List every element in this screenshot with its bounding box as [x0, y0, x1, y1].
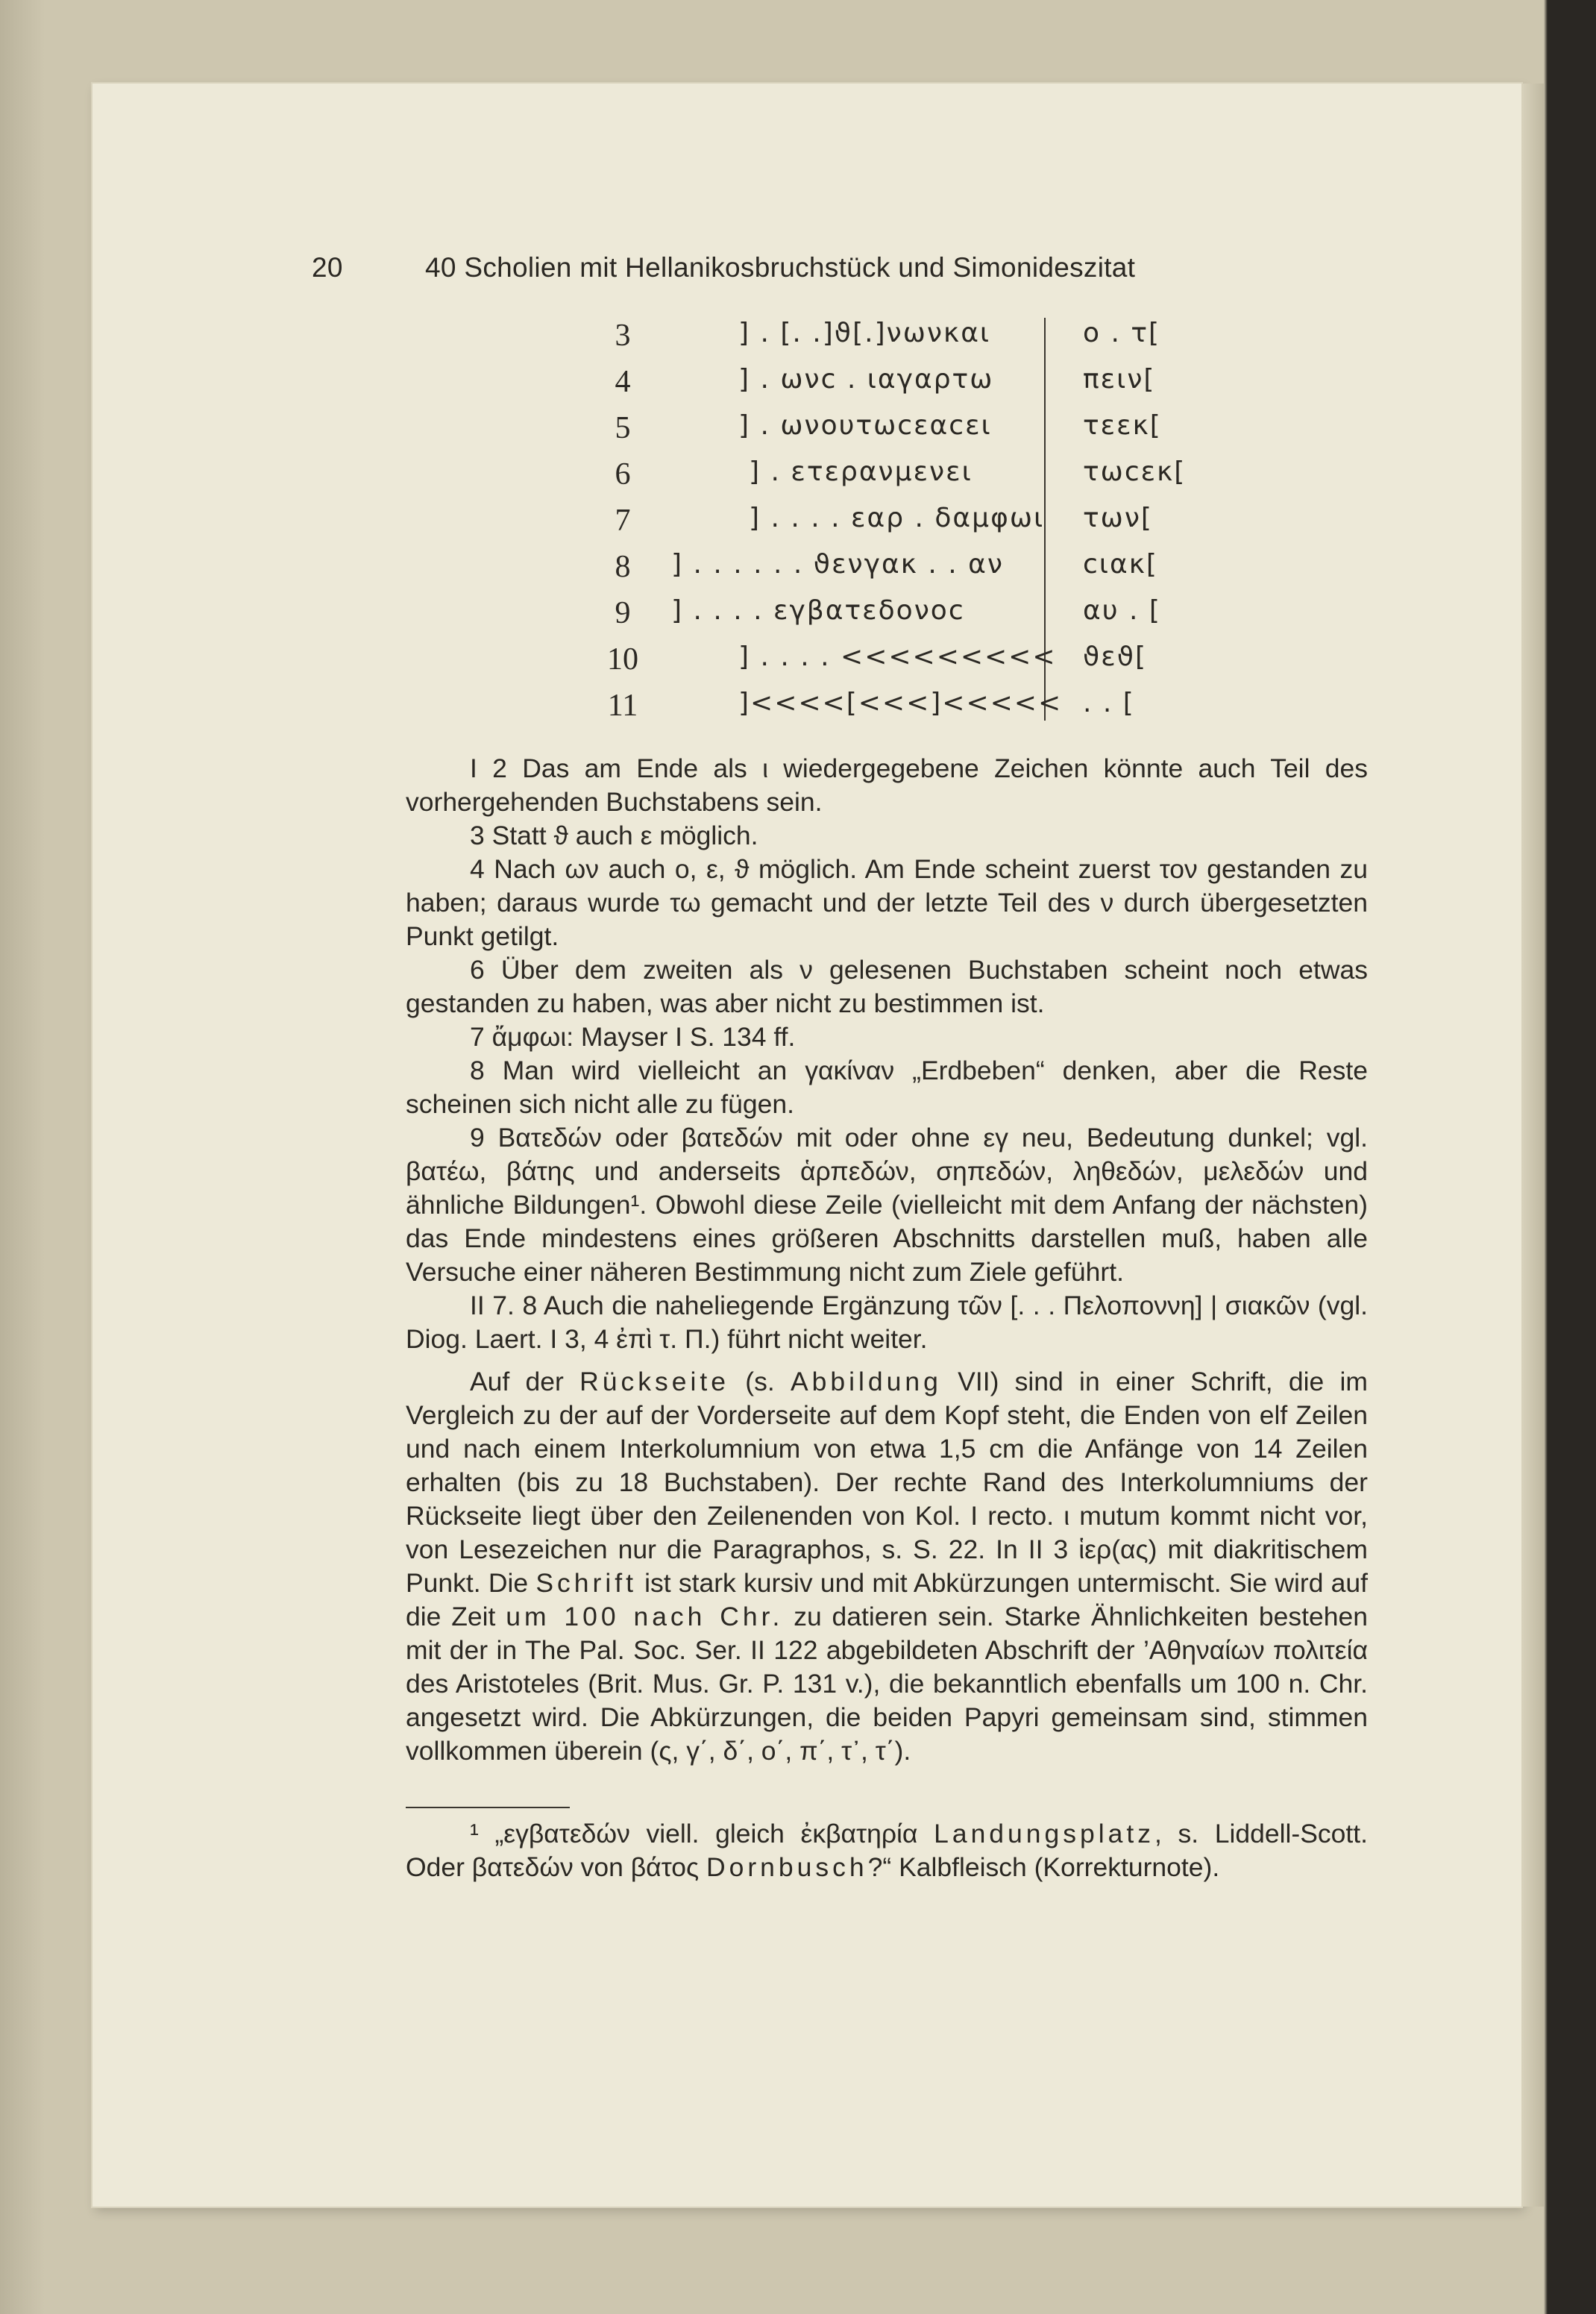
spaced-term: Dornbusch [706, 1852, 868, 1882]
line-number: 6 [615, 457, 631, 492]
page-number: 20 [312, 252, 343, 283]
left-column-text: ] . . . . <<<<<<<<< [738, 642, 1057, 672]
line-number: 7 [615, 504, 631, 538]
footnote [406, 1817, 1368, 1884]
footnote-text [406, 1817, 1368, 1884]
running-title: 40 Scholien mit Hellanikosbruchstück und Simonideszitat [425, 252, 1136, 283]
line-number: 8 [615, 550, 631, 584]
fragment-line [0, 503, 1596, 549]
left-column-text: ] . ωνϲ . ιαγαρτω [738, 364, 994, 395]
fragment-line [0, 549, 1596, 595]
running-head [312, 252, 1281, 283]
note-paragraph: 6 Über dem zweiten als ν gelesenen Buchstaben scheint noch etwas gestanden zu haben, was aber nicht zu bestimmen ist. [406, 955, 1368, 1018]
line-number: 10 [607, 642, 638, 677]
body-text: (s. [729, 1367, 791, 1396]
left-column-text: ] . . . . εγβατεδονοϲ [671, 595, 965, 626]
spaced-term: um 100 nach Chr. [506, 1602, 784, 1631]
left-column-text: ] . . . . εαρ . δαμφωι [749, 503, 1045, 533]
verso-description [406, 1365, 1368, 1768]
fragment-line [0, 642, 1596, 688]
note-paragraph: 4 Nach ων auch ο, ε, ϑ möglich. Am Ende scheint zuerst τον gestanden zu haben; daraus wurde τω gemacht und der letzte Teil des ν durch übergesetzten Punkt getilgt. [406, 854, 1368, 951]
fragment-line [0, 688, 1596, 734]
spaced-term: Abbildung [790, 1367, 942, 1396]
note-paragraph: 7 ἄμφωι: Mayser I S. 134 ff. [470, 1022, 796, 1052]
right-column-text: πειν[ [1083, 364, 1156, 395]
fragment-line [0, 318, 1596, 364]
line-number: 3 [615, 319, 631, 353]
right-column-text: αυ . [ [1083, 595, 1161, 626]
spaced-term: Rückseite [579, 1367, 730, 1396]
note-paragraph: 3 Statt ϑ auch ε möglich. [470, 821, 758, 850]
left-column-text: ] . . . . . . ϑενγακ . . αν [671, 549, 1004, 580]
fragment-line [0, 595, 1596, 642]
fragment-line [0, 410, 1596, 457]
right-column-text: ϲιακ[ [1083, 549, 1158, 580]
line-number: 4 [615, 365, 631, 399]
line-number: 5 [615, 411, 631, 445]
left-column-text: ] . [. .]ϑ[.]νωνκαι [738, 318, 991, 348]
papyrus-transcription [0, 312, 1596, 730]
footnote-rule [406, 1807, 570, 1808]
footnote-body: ¹ „εγβατεδών viell. gleich ἐκβατηρία [470, 1819, 934, 1849]
spaced-term: Landungsplatz [934, 1819, 1155, 1849]
left-column-text: ] . ωνουτωϲεαϲει [738, 410, 992, 441]
footnote-body: , s. Liddell-Scott. Oder βατεδών von βάτος [406, 1819, 1368, 1882]
right-column-text: τεεκ[ [1083, 410, 1162, 441]
left-column-text: ]<<<<[<<<]<<<<< [738, 688, 1063, 718]
spaced-term: Schrift [535, 1568, 637, 1598]
right-column-text: ο . τ[ [1083, 318, 1161, 348]
right-column-text: ϑεϑ[ [1083, 642, 1148, 672]
fragment-line [0, 457, 1596, 503]
note-paragraph: II 7. 8 Auch die naheliegende Ergänzung τῶν [. . . Πελοποννη] | σιακῶν (vgl. Diog. Laert. I 3, 4 ἐπὶ τ. Π.) führt nicht weiter. [406, 1291, 1368, 1354]
footnote-body: ?“ Kalbfleisch (Korrekturnote). [867, 1852, 1220, 1882]
fragment-line [0, 364, 1596, 410]
body-text: VII) sind in einer Schrift, die im Vergleich zu der auf der Vorderseite auf dem Kopf steht, die Enden von elf Zeilen und nach einem Interkolumnium von etwa 1,5 cm die Anfänge von 14 Zeilen erhalten (bis zu 18 Buchstaben). Der rechte Rand des Interkolumniums der Rückseite liegt über den Zeilenenden von Kol. I recto. ι mutum kommt nicht vor, von Lesezeichen nur die Paragraphos, s. S. 22. In II 3 ἱερ(ας) mit diakritischem Punkt. Die [406, 1367, 1368, 1598]
right-column-text: . . [ [1083, 688, 1135, 718]
critical-notes [406, 752, 1368, 1356]
note-paragraph: I 2 Das am Ende als ι wiedergegebene Zeichen könnte auch Teil des vorhergehenden Buchstabens sein. [406, 753, 1368, 817]
left-column-text: ] . ετερανμενει [749, 457, 973, 487]
right-column-text: των[ [1083, 503, 1153, 533]
line-number: 9 [615, 596, 631, 630]
line-number: 11 [607, 689, 638, 723]
note-paragraph: 8 Man wird vielleicht an γακίναν „Erdbeben“ denken, aber die Reste scheinen sich nicht alle zu fügen. [406, 1056, 1368, 1119]
right-column-text: τωϲεκ[ [1083, 457, 1187, 487]
body-text: Auf der [470, 1367, 580, 1396]
body-text: zu datieren sein. Starke Ähnlichkeiten bestehen mit der in The Pal. Soc. Ser. II 122 abgebildeten Abschrift der ’Αθηναίων πολιτεία des Aristoteles (Brit. Mus. Gr. P. 131 v.), die bekanntlich ebenfalls um 100 n. Chr. angesetzt wird. Die Abkürzungen, die beiden Papyri gemeinsam sind, stimmen vollkommen überein (ς, γ΄, δ΄, ο΄, π΄, τ᾿, τ΄). [406, 1602, 1368, 1766]
body-text: ist stark kursiv und mit Abkürzungen untermischt. Sie wird auf die Zeit [406, 1568, 1368, 1631]
note-paragraph: 9 Βατεδών oder βατεδών mit oder ohne εγ neu, Bedeutung dunkel; vgl. βατέω, βάτης und anderseits ἁρπεδών, σηπεδών, ληθεδών, μελεδών und ähnliche Bildungen¹. Obwohl diese Zeile (vielleicht mit dem Anfang der nächsten) das Ende mindestens eines größeren Abschnitts darstellen muß, haben alle Versuche einer näheren Bestimmung nicht zum Ziele geführt. [406, 1123, 1368, 1287]
body-paragraph [406, 1365, 1368, 1768]
